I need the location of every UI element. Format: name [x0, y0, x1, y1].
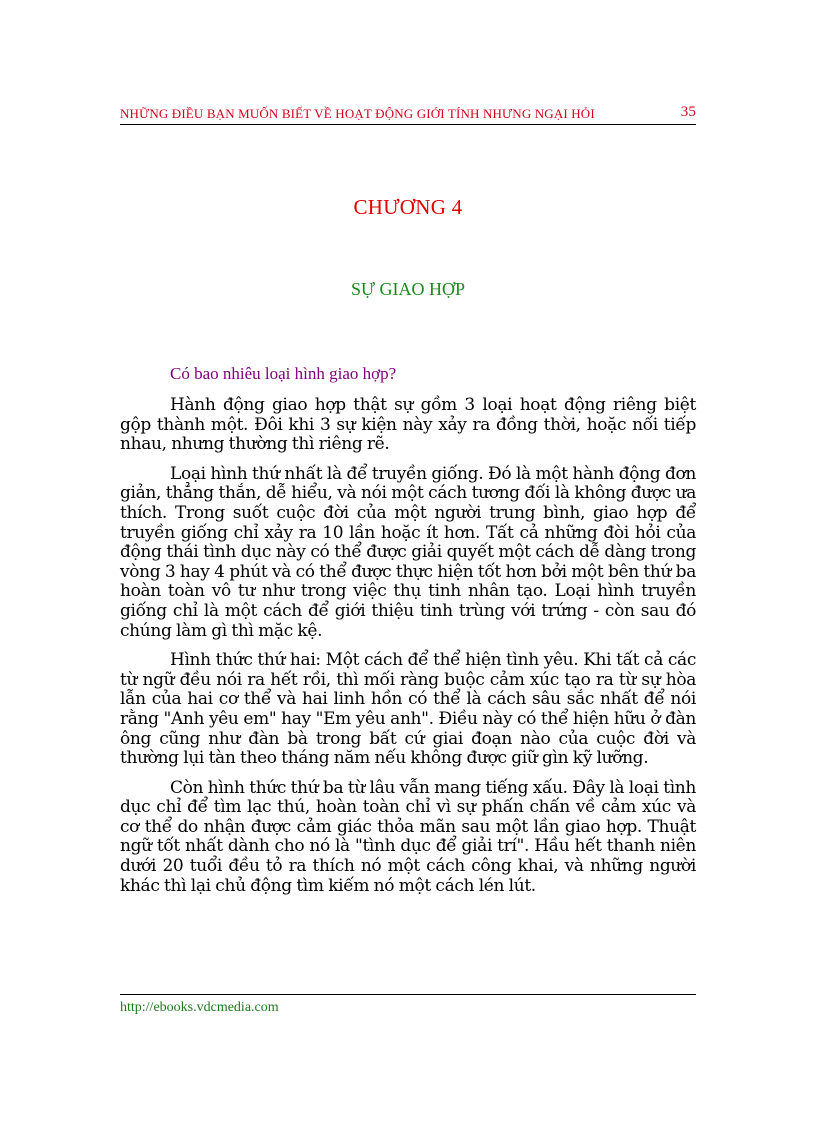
paragraph: Còn hình thức thứ ba từ lâu vẫn mang tiếng xấu. Đây là loại tình dục chỉ để tìm lạc thú, hoàn toàn chỉ vì sự phấn chấn về cảm xúc và cơ thể do nhận được cảm giác thỏa mãn sau một lần giao hợp. Thuật ngữ tốt nhất dành cho nó là "tình dục để giải trí". Hầu hết thanh niên dưới 20 tuổi đều tỏ ra thích nó một cách công khai, và những người khác thì lại chủ động tìm kiếm nó một cách lén lút.: [120, 777, 696, 896]
paragraph: Hành động giao hợp thật sự gồm 3 loại hoạt động riêng biệt gộp thành một. Đôi khi 3 sự kiện này xảy ra đồng thời, hoặc nối tiếp nhau, nhưng thường thì riêng rẽ.: [120, 395, 696, 455]
question-heading: Có bao nhiêu loại hình giao hợp?: [170, 364, 397, 383]
footer-divider: [120, 994, 696, 995]
section-title: SỰ GIAO HỢP: [351, 279, 465, 299]
body-text: [120, 396, 696, 906]
chapter-title: CHƯƠNG 4: [353, 195, 463, 219]
footer-link[interactable]: http://ebooks.vdcmedia.com: [120, 1000, 279, 1015]
page-number: 35: [680, 104, 696, 120]
paragraph: Hình thức thứ hai: Một cách để thể hiện tình yêu. Khi tất cả các từ ngữ đều nói ra hết rồi, thì mối ràng buộc cảm xúc tạo ra từ sự hòa lẫn của hai cơ thể và hai linh hồn có thể là cách sâu sắc nhất để nói rằng "Anh yêu em" hay "Em yêu anh". Điều này có thể hiện hữu ở đàn ông cũng như đàn bà trong bất cứ giai đoạn nào của cuộc đời và thường lụi tàn theo tháng năm nếu không được giữ gìn kỹ lưỡng.: [120, 650, 696, 769]
document-page: [120, 0, 696, 1123]
paragraph: Loại hình thứ nhất là để truyền giống. Đó là một hành động đơn giản, thẳng thắn, dễ hiểu, và nói một cách tương đối là không được ưa thích. Trong suốt cuộc đời của một người trung bình, giao hợp để truyền giống chỉ xảy ra 10 lần hoặc ít hơn. Tất cả những đòi hỏi của động thái tình dục này có thể được giải quyết một cách dễ dàng trong vòng 3 hay 4 phút và có thể được thực hiện tốt hơn bởi một bên thứ ba hoàn toàn vô tư như trong việc thụ tinh nhân tạo. Loại hình truyền giống chỉ là một cách để giới thiệu tinh trùng với trứng - còn sau đó chúng làm gì thì mặc kệ.: [120, 463, 696, 641]
running-header: [120, 104, 696, 125]
header-title: NHỮNG ĐIỀU BẠN MUỐN BIẾT VỀ HOẠT ĐỘNG GIỚI TÍNH NHƯNG NGẠI HỎI: [120, 106, 595, 121]
